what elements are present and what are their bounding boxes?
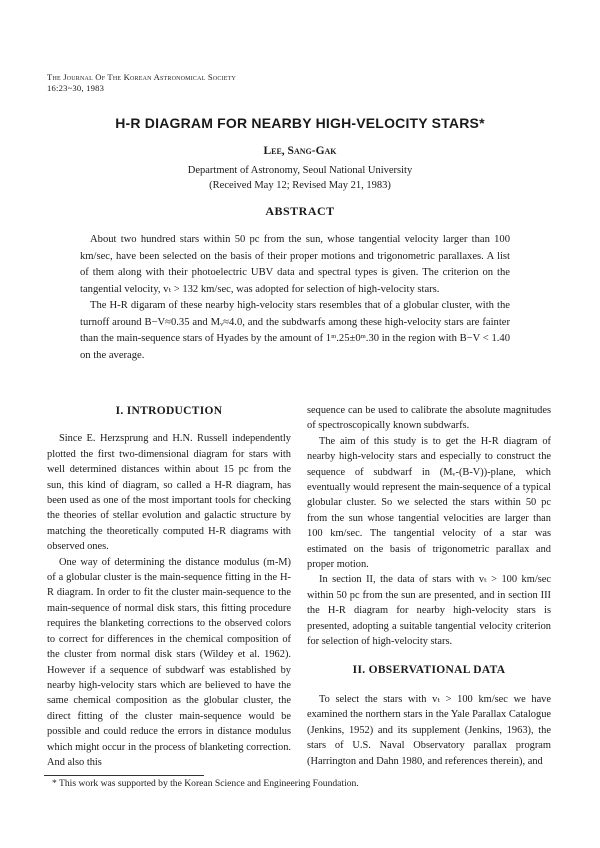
abstract-paragraph: The H-R digaram of these nearby high-velocity stars resembles that of a globular cluster, with the turnoff around B−V≈0.35 and Mᵥ≈4.0, and the subdwarfs among these high-velocity stars are fainter than the main-sequence stars of Hyades by the amount of 1ᵐ.25±0ᵐ.30 in the region with B−V < 1.40 on the average. [80,300,510,361]
paper-author: Lee, Sang-Gak [263,145,337,157]
body-paragraph: The aim of this study is to get the H-R diagram of nearby high-velocity stars and especially to construct the sequence of subdwarf in (Mᵥ-(B-V))-plane, which eventually would represent the main-sequence of a typical globular cluster. So we selected the stars within 50 pc from the sun whose tangential velocities are larger than 100 km/sec. The tangential velocity of a star was estimated on the basis of trigonometric parallax and proper motion. [307,435,551,571]
journal-citation: 16:23~30, 1983 [47,83,105,93]
body-paragraph: One way of determining the distance modulus (m-M) of a globular cluster is the main-sequence fitting in the H-R diagram. In order to fit the cluster main-sequence to the main-sequence of normal disk stars, this fitting procedure requires the blanketing corrections to the observed colors to correct for differences in the chemical composition of the cluster from normal disk stars (Wildey et al. 1962). However if a sequence of subdwarf was established by nearby high-velocity stars which are believed to have the same chemical composition as the globular cluster, the direct fitting of the cluster main-sequence would be possible and could reduce the errors in distance modulus which might occur in the process of blanketing correction. And also this [47,556,291,768]
right-column [307,403,551,769]
journal-name: The Journal Of The Korean Astronomical Society [47,72,237,82]
received-dates: (Received May 12; Revised May 21, 1983) [209,180,391,191]
footnote-divider [44,775,204,776]
abstract-heading: ABSTRACT [265,204,335,218]
affiliation: Department of Astronomy, Seoul National University [187,165,413,176]
footnote: * This work was supported by the Korean Science and Engineering Foundation. [52,778,359,789]
section-heading-introduction: I. INTRODUCTION [115,405,223,417]
section-heading-observational-data: II. OBSERVATIONAL DATA [352,663,506,676]
body-paragraph: sequence can be used to calibrate the absolute magnitudes of spectroscopically known subdwarfs. [307,405,551,432]
journal-header [47,72,236,94]
body-paragraph: Since E. Herzsprung and H.N. Russell independently plotted the first two-dimensional diagram for stars with well determined distances within about 15 pc from the sun, this kind of diagram, so called a H-R diagram, has been used as one of the most important tools for checking the theories of stellar evolution and galactic structure by matching the theoretically computed H-R diagrams with observed ones. [47,433,291,553]
paper-title: H-R DIAGRAM FOR NEARBY HIGH-VELOCITY STARS* [115,115,485,131]
author-affiliation-block [0,163,600,193]
body-paragraph: In section II, the data of stars with vₜ > 100 km/sec within 50 pc from the sun are presented, and in section III the H-R diagram for nearby high-velocity stars is presented, adopting a suitable tangential velocity criterion for selection of high-velocity stars. [307,574,551,648]
abstract-body [80,232,510,364]
left-column [47,404,291,770]
body-paragraph: To select the stars with vₜ > 100 km/sec we have examined the northern stars in the Yale Parallax Catalogue (Jenkins, 1952) and its supplement (Jenkins, 1963), the stars of U.S. Naval Observatory parallax program (Harrington and Dahn 1980, and references therein), and [307,693,551,767]
abstract-paragraph: About two hundred stars within 50 pc from the sun, whose tangential velocity larger than 100 km/sec, have been selected on the basis of their proper motions and trigonometric parallaxes. A list of them along with their photoelectric UBV data and spectral types is given. The criterion on the tangential velocity, vₜ > 132 km/sec, was adopted for selection of high-velocity stars. [80,234,510,295]
